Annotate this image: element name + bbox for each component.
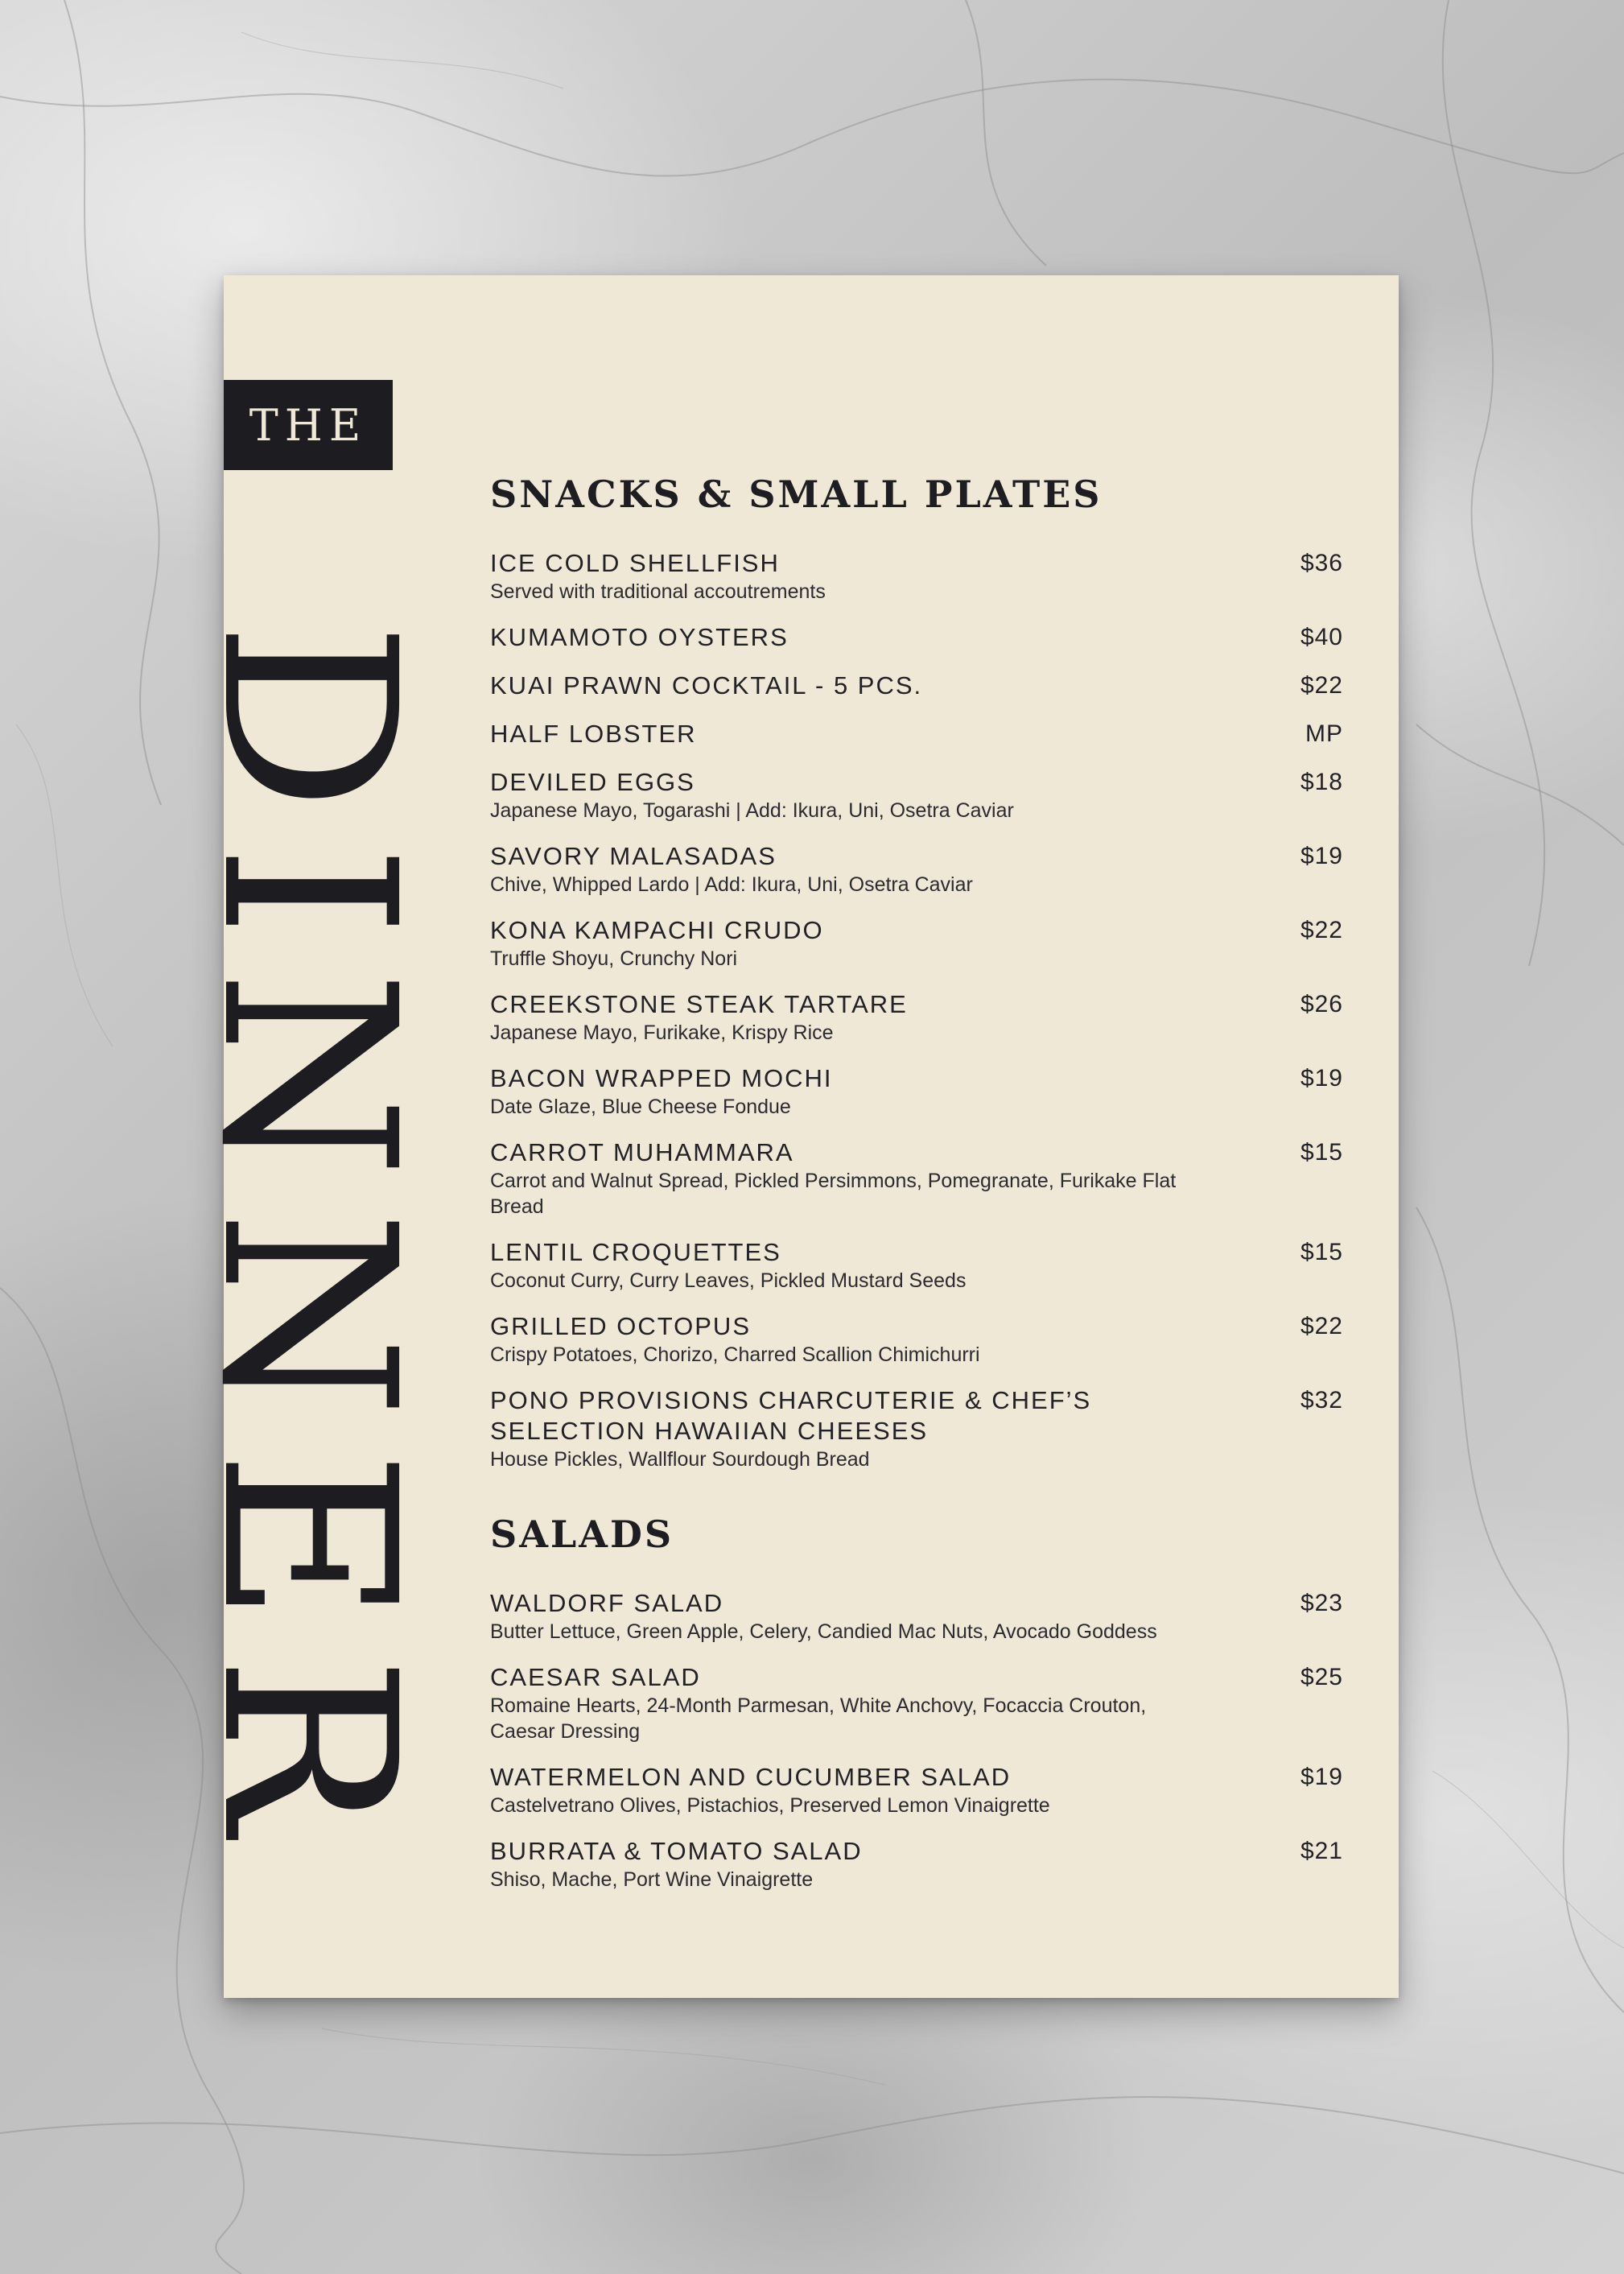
menu-item-description: Japanese Mayo, Togarashi | Add: Ikura, Uni, Osetra Caviar [490,799,1014,822]
menu-item-description: Crispy Potatoes, Chorizo, Charred Scallion Chimichurri [490,1343,980,1366]
menu-item-description: Castelvetrano Olives, Pistachios, Preserved Lemon Vinaigrette [490,1794,1050,1817]
menu-item [490,622,1343,653]
menu-item [490,671,1343,701]
menu-item-text [490,548,826,605]
menu-item-description: Romaine Hearts, 24-Month Parmesan, White Anchovy, Focaccia Crouton, Caesar Dressing [490,1694,1147,1743]
menu-item [490,1311,1343,1368]
menu-item-name: KONA KAMPACHI CRUDO [490,916,824,944]
vertical-title: DINNER [170,621,447,1867]
menu-item-name: HALF LOBSTER [490,720,697,748]
menu-item-name: KUAI PRAWN COCKTAIL - 5 PCS. [490,671,923,700]
menu-item-description: Coconut Curry, Curry Leaves, Pickled Mustard Seeds [490,1269,967,1292]
menu-item-text [490,1836,863,1892]
menu-item [490,1588,1343,1645]
menu-item [490,1237,1343,1294]
menu-item [490,548,1343,605]
menu-item-text [490,841,973,898]
menu-item-description: Served with traditional accoutrements [490,580,826,603]
menu-item-price: $19 [1300,1065,1343,1092]
menu-item-description: Butter Lettuce, Green Apple, Celery, Candied Mac Nuts, Avocado Goddess [490,1620,1157,1643]
menu-item-name: DEVILED EGGS [490,768,695,796]
menu-item-name: BURRATA & TOMATO SALAD [490,1837,863,1865]
menu-item-description: Shiso, Mache, Port Wine Vinaigrette [490,1868,814,1891]
menu-item-text [490,671,922,701]
menu-item-text [490,1237,966,1294]
menu-item [490,1836,1343,1892]
section-heading: SNACKS & SMALL PLATES [490,473,1103,516]
menu-item-name: KUMAMOTO OYSTERS [490,623,789,651]
menu-item-text [490,1662,1214,1744]
menu-item-text [490,1762,1050,1818]
menu-item-description: Date Glaze, Blue Cheese Fondue [490,1096,791,1118]
menu-item-price: $15 [1300,1239,1343,1265]
menu-item-description: Carrot and Walnut Spread, Pickled Persimmons, Pomegranate, Furikake Flat Bread [490,1170,1177,1218]
menu-item-text [490,719,697,749]
menu-item-price: $22 [1300,1313,1343,1339]
menu-card [170,275,1399,1998]
menu-item-price: $22 [1300,672,1343,699]
menu-item-text [490,1063,833,1120]
menu-item-price: $26 [1300,991,1343,1017]
menu-item [490,1063,1343,1120]
menu-item [490,989,1343,1046]
menu-item-text [490,1385,1214,1472]
menu-item-price: $22 [1300,917,1343,943]
menu-item-text [490,622,789,653]
menu-item-name: CARROT MUHAMMARA [490,1138,794,1166]
menu-item-name: SAVORY MALASADAS [490,842,777,870]
menu-item-text [490,1588,1157,1645]
menu-item-price: $36 [1300,550,1343,576]
menu-content [490,473,1343,1910]
menu-item [490,1137,1343,1220]
menu-item [490,841,1343,898]
menu-item [490,1662,1343,1744]
menu-item-price: MP [1305,720,1343,747]
menu-item-price: $32 [1300,1387,1343,1414]
menu-item-price: $40 [1300,624,1343,650]
menu-item-name: PONO PROVISIONS CHARCUTERIE & CHEF’S SELECTION HAWAIIAN CHEESES [490,1386,1092,1445]
menu-item-name: GRILLED OCTOPUS [490,1312,752,1340]
menu-item-description: House Pickles, Wallflour Sourdough Bread [490,1448,870,1471]
menu-item-price: $15 [1300,1139,1343,1166]
menu-item-description: Chive, Whipped Lardo | Add: Ikura, Uni, Osetra Caviar [490,873,973,896]
section-heading: SALADS [490,1513,674,1556]
menu-item-text [490,915,824,972]
menu-item [490,719,1343,749]
menu-item-name: WALDORF SALAD [490,1589,724,1617]
the-label: THE [249,399,368,451]
menu-item-description: Japanese Mayo, Furikake, Krispy Rice [490,1021,834,1044]
menu-item-price: $21 [1300,1838,1343,1864]
the-label-box [224,380,393,470]
menu-item [490,767,1343,823]
menu-item-price: $23 [1300,1590,1343,1616]
menu-item-name: CREEKSTONE STEAK TARTARE [490,990,908,1018]
menu-item [490,1385,1343,1472]
menu-item [490,915,1343,972]
menu-item [490,1762,1343,1818]
menu-item-name: ICE COLD SHELLFISH [490,549,780,577]
menu-item-price: $19 [1300,1764,1343,1790]
menu-item-text [490,1311,980,1368]
menu-item-description: Truffle Shoyu, Crunchy Nori [490,947,738,970]
menu-item-name: LENTIL CROQUETTES [490,1238,781,1266]
menu-item-text [490,767,1014,823]
menu-item-name: BACON WRAPPED MOCHI [490,1064,833,1092]
menu-item-price: $19 [1300,843,1343,869]
menu-item-text [490,1137,1214,1220]
menu-item-price: $25 [1300,1664,1343,1690]
menu-item-text [490,989,908,1046]
menu-item-price: $18 [1300,769,1343,795]
menu-item-name: CAESAR SALAD [490,1663,701,1691]
menu-item-name: WATERMELON AND CUCUMBER SALAD [490,1763,1012,1791]
